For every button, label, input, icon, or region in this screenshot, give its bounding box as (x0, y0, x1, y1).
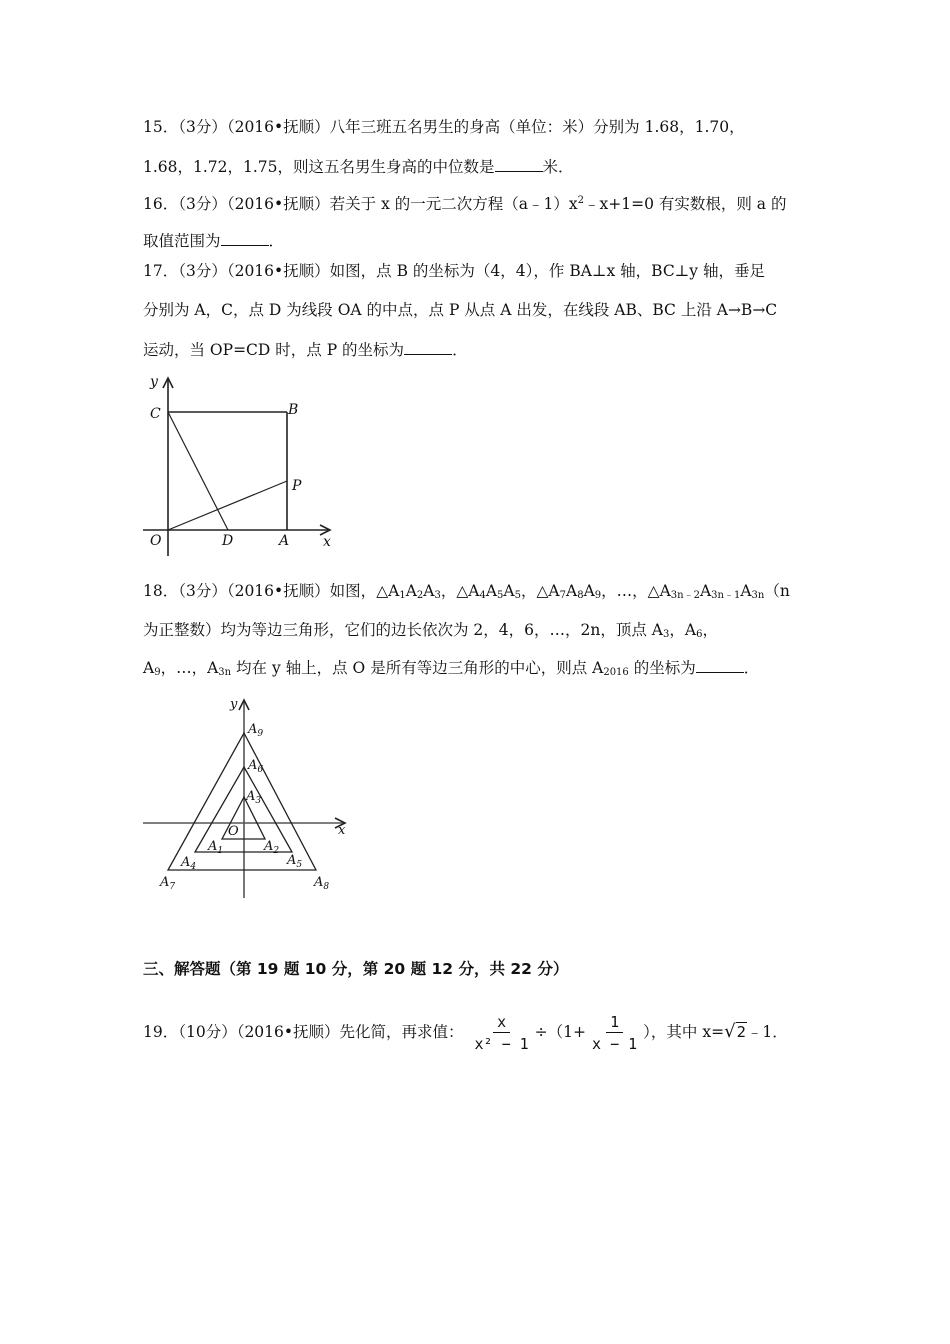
q19-suffix-a: ），其中 x= (643, 1023, 725, 1041)
q19-divide: ÷（1+ (534, 1023, 587, 1041)
sqrt-icon: √ (724, 1021, 736, 1042)
label-A6: $A_6$ (248, 758, 264, 775)
q18-triangle-list: $\triangle A_1A_2A_3$，$\triangle A_4A_5A_5$，$\triangle A_7A_8A_9$，…，$\triangle A_{3n﹣2}A_{3n﹣1}A_{3n}(n$ (376, 582, 790, 601)
q16-period: ． (268, 232, 285, 250)
q19-line (143, 1008, 788, 1056)
fraction-2-denominator: x − 1 (592, 1034, 638, 1053)
label-P: P (292, 478, 302, 494)
q18-line-1 (143, 580, 790, 607)
q15-line-1: 15．（3分）（2016•抚顺）八年三班五名男生的身高（单位：米）分别为 1.68，1.70， (143, 118, 745, 136)
q17-line-3 (143, 338, 468, 361)
q18-answer-blank[interactable] (696, 656, 744, 673)
label-y: y (230, 697, 238, 712)
segment-CD (168, 412, 228, 530)
q19-suffix-b: ﹣1． (746, 1023, 788, 1041)
q15-answer-blank[interactable] (495, 155, 543, 172)
label-B: B (288, 402, 299, 418)
label-x: x (338, 823, 346, 838)
label-A5: $A_5$ (287, 853, 303, 870)
q17-line-1: 17．（3分）（2016•抚顺）如图，点 B 的坐标为（4，4），作 BA⊥x 轴，BC⊥y 轴，垂足 (143, 262, 765, 280)
label-y: y (150, 374, 158, 390)
section-3-title: 三、解答题（第 19 题 10 分，第 20 题 12 分，共 22 分） (143, 960, 569, 978)
label-A3: $A_3$ (246, 789, 262, 806)
fraction-1-numerator: x (493, 1012, 510, 1033)
label-A7: $A_7$ (160, 875, 176, 892)
q16-text-a: 16．（3分）（2016•抚顺）若关于 x 的一元二次方程（a﹣1）x (143, 195, 578, 213)
fraction-1-over-x-minus-1 (588, 1012, 641, 1055)
label-O: O (228, 824, 239, 839)
q15-text: 1.68，1.72，1.75，则这五名男生身高的中位数是 (143, 158, 495, 176)
label-A9: $A_9$ (248, 722, 264, 739)
fraction-2-numerator: 1 (606, 1012, 623, 1033)
q16-line-1 (143, 190, 786, 215)
q16-exponent: 2 (577, 195, 584, 206)
q16-line-2 (143, 229, 284, 252)
q16-text-b: ﹣x+1=0 有实数根，则 a 的 (584, 195, 787, 213)
q17-figure (140, 370, 340, 560)
label-A4: $A_4$ (181, 855, 197, 872)
q16-answer-blank[interactable] (221, 229, 269, 246)
label-C: C (150, 406, 161, 422)
label-O: O (150, 533, 162, 549)
q17-period: ． (452, 341, 468, 359)
label-A: A (279, 533, 290, 549)
q15-line-2 (143, 155, 574, 178)
q17-answer-blank[interactable] (404, 338, 452, 355)
label-A2: $A_2$ (264, 839, 280, 856)
fraction-1-denominator: x² − 1 (474, 1034, 529, 1053)
q17-text: 运动，当 OP=CD 时，点 P 的坐标为 (143, 341, 405, 359)
q18-period: ． (743, 659, 760, 677)
label-A8: $A_8$ (314, 875, 330, 892)
q18-line-2 (143, 619, 718, 646)
q18-line-3 (143, 656, 759, 684)
q18-text-3: $A_9$，…，$A_{3n}$ 均在 y 轴上，点 O 是所有等边三角形的中心，则点 $A_{2016}$ 的坐标为 (143, 659, 696, 678)
sqrt-value: 2 (736, 1023, 746, 1041)
label-A1: $A_1$ (208, 839, 224, 856)
q17-line-2: 分别为 A，C，点 D 为线段 OA 的中点，点 P 从点 A 出发，在线段 AB、BC 上沿 A→B→C (143, 301, 778, 319)
q19-prefix: 19．（10分）（2016•抚顺）先化简，再求值： (143, 1023, 464, 1041)
segment-OP (168, 481, 287, 530)
q15-unit: 米． (542, 158, 574, 176)
label-D: D (222, 533, 234, 549)
label-x: x (323, 534, 331, 550)
q18-figure (140, 690, 360, 902)
q18-prefix: 18．（3分）（2016•抚顺）如图， (143, 582, 377, 600)
q16-text-c: 取值范围为 (143, 232, 221, 250)
q18-text-2: 为正整数）均为等边三角形，它们的边长依次为 2，4，6，…，2n，顶点 $A_3$，$A_6$， (143, 621, 718, 640)
fraction-x-over-x2-minus-1 (470, 1012, 532, 1055)
